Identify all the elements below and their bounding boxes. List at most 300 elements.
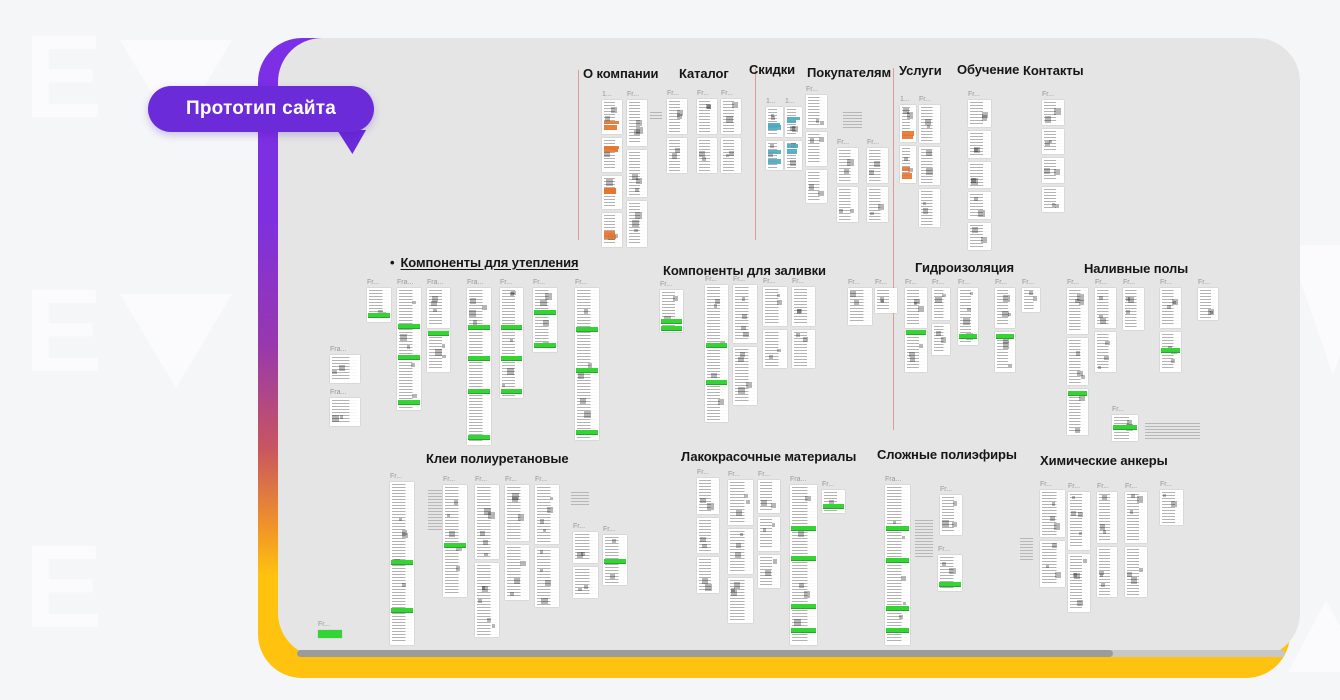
frame-label: Fr...: [1097, 483, 1110, 490]
wireframe-thumbnail[interactable]: [792, 278, 815, 368]
sketch-block: [770, 144, 774, 148]
sketch-block: [584, 585, 588, 589]
sketch-block: [1076, 351, 1080, 355]
sketch-block: [482, 586, 485, 589]
wireframe-thumbnail[interactable]: [758, 471, 780, 588]
sketch-block: [412, 301, 415, 304]
wireframe-thumbnail[interactable]: [571, 492, 589, 506]
wireframe-thumbnail[interactable]: [627, 91, 647, 247]
frame-label: Fr...: [875, 279, 888, 286]
wireframe-thumbnail[interactable]: [1067, 279, 1088, 435]
sketch-block: [1098, 366, 1101, 369]
sketch-text: [942, 497, 960, 533]
sketch-block: [941, 337, 946, 342]
sketch-block: [518, 514, 524, 520]
sketch-block: [702, 544, 707, 549]
wireframe-thumbnail[interactable]: [790, 476, 817, 645]
sketch-block: [927, 125, 930, 128]
sketch-block: [923, 202, 927, 206]
wireframe-thumbnail[interactable]: [500, 279, 523, 398]
sketch-block: [798, 531, 804, 537]
sketch-block: [1055, 204, 1059, 208]
highlight-bar: [996, 334, 1014, 339]
sketch-block: [1126, 310, 1130, 314]
wireframe-page: [697, 518, 719, 554]
wireframe-thumbnail[interactable]: [667, 90, 687, 173]
wireframe-page: [733, 285, 757, 343]
wireframe-thumbnail[interactable]: [1040, 481, 1065, 587]
wireframe-page: [763, 330, 787, 369]
frame-label: Fra...: [790, 476, 807, 483]
wireframe-thumbnail[interactable]: [900, 96, 916, 183]
sketch-block: [1045, 116, 1051, 122]
sketch-block: [818, 191, 824, 197]
highlight-bar: [534, 310, 556, 315]
wireframe-thumbnail[interactable]: [1160, 481, 1183, 525]
frame-label: Fr...: [367, 279, 380, 286]
sketch-block: [1008, 313, 1011, 316]
sketch-block: [743, 332, 748, 337]
sketch-block: [469, 310, 476, 317]
sketch-block: [707, 503, 714, 510]
sketch-block: [952, 522, 957, 527]
group-title-text: Компоненты для заливки: [663, 263, 826, 278]
group-title-pokupatelyam: [807, 65, 891, 80]
wireframe-page: [763, 287, 787, 326]
wireframe-page: [535, 548, 559, 607]
accent-block: [787, 149, 797, 155]
wireframe-thumbnail[interactable]: [318, 621, 342, 638]
sketch-block: [809, 184, 815, 190]
sketch-block: [577, 552, 583, 558]
horizontal-scrollbar[interactable]: [297, 650, 1113, 657]
sketch-block: [502, 384, 505, 387]
wireframe-page: [919, 105, 940, 143]
wireframe-thumbnail[interactable]: [1112, 406, 1138, 441]
frame-label: Fr...: [792, 278, 805, 285]
wireframe-page: [905, 288, 927, 328]
wireframe-page: [397, 288, 421, 410]
sketch-block: [732, 102, 737, 107]
accent-block: [902, 173, 912, 179]
wireframe-page: [1125, 492, 1147, 543]
sketch-block: [794, 619, 800, 625]
wireframe-thumbnail[interactable]: [785, 98, 802, 170]
sketch-text: [843, 112, 862, 129]
wireframe-thumbnail[interactable]: [573, 523, 598, 598]
highlight-bar: [791, 556, 816, 561]
sketch-block: [540, 519, 544, 523]
highlight-bar: [468, 356, 490, 361]
sketch-block: [718, 399, 724, 405]
wireframe-thumbnail[interactable]: [660, 281, 683, 332]
wireframe-thumbnail[interactable]: [721, 90, 741, 173]
wireframe-thumbnail[interactable]: [535, 476, 559, 607]
sketch-block: [1100, 318, 1106, 324]
sketch-block: [978, 210, 985, 217]
wireframe-page: [758, 555, 780, 588]
group-title-text: Химические анкеры: [1040, 453, 1168, 468]
sketch-block: [1099, 315, 1102, 318]
wireframe-thumbnail[interactable]: [915, 520, 933, 558]
wireframe-thumbnail[interactable]: [603, 526, 627, 585]
wireframe-page: [667, 138, 687, 173]
frame-label: Fr...: [806, 86, 819, 93]
sketch-block: [790, 160, 796, 166]
wireframe-page: [1042, 129, 1064, 154]
wireframe-thumbnail[interactable]: [958, 279, 978, 345]
highlight-bar: [444, 543, 466, 548]
wireframe-thumbnail[interactable]: [443, 476, 467, 597]
highlight-bar: [576, 327, 598, 332]
wireframe-page: [575, 288, 599, 440]
wireframe-thumbnail[interactable]: [1198, 279, 1218, 320]
sketch-block: [514, 578, 520, 584]
sketch-block: [540, 300, 546, 306]
sketch-block: [402, 530, 407, 535]
prototype-callout[interactable]: [148, 86, 374, 132]
wireframe-page: [758, 517, 780, 550]
sketch-block: [673, 296, 678, 301]
sketch-block: [632, 220, 639, 227]
group-title-text: Услуги: [899, 63, 942, 78]
highlight-bar: [661, 319, 682, 324]
wireframe-page: [721, 138, 741, 173]
group-title-uslugi: [899, 63, 942, 78]
wireframe-page: [1042, 100, 1064, 125]
highlight-bar: [368, 313, 390, 318]
group-title-skidki: [749, 62, 795, 77]
wireframe-thumbnail[interactable]: [1020, 538, 1033, 560]
sketch-block: [1210, 311, 1213, 314]
wireframe-thumbnail[interactable]: [837, 139, 858, 222]
wireframe-thumbnail[interactable]: [1097, 483, 1117, 597]
wireframe-page: [505, 485, 529, 541]
frame-label: Fr...: [940, 486, 953, 493]
wireframe-thumbnail[interactable]: [843, 112, 862, 129]
sketch-block: [936, 331, 941, 336]
sketch-text: [915, 520, 933, 558]
sketch-text: [507, 547, 527, 599]
frame-label: Fr...: [822, 481, 835, 488]
highlight-bar: [1113, 425, 1137, 430]
highlight-bar: [604, 559, 626, 564]
sketch-block: [1163, 494, 1166, 497]
sketch-block: [699, 151, 705, 157]
sketch-block: [400, 334, 406, 340]
accent-block: [787, 144, 798, 148]
group-title-text: Контакты: [1023, 63, 1084, 78]
highlight-bar: [428, 331, 449, 336]
wireframe-thumbnail[interactable]: [330, 346, 360, 383]
watermark-letter-e: E: [24, 11, 103, 143]
sketch-block: [543, 529, 546, 532]
sketch-block: [635, 212, 642, 219]
group-title-o-kompanii: [583, 66, 658, 81]
accent-block: [604, 188, 616, 194]
sketch-block: [910, 357, 915, 362]
group-title-nalivnye-poly: [1084, 261, 1188, 276]
wireframe-page: [443, 485, 467, 597]
wireframe-page: [995, 288, 1015, 328]
sketch-block: [447, 514, 450, 517]
sketch-block: [705, 584, 712, 591]
wireframe-page: [728, 578, 753, 623]
frame-label: Fra...: [330, 389, 347, 396]
sketch-block: [1127, 572, 1131, 576]
sketch-text: [1097, 334, 1114, 370]
wireframe-page: [822, 490, 845, 513]
frame-label: Fr...: [697, 469, 710, 476]
frame-label: Fr...: [475, 476, 488, 483]
wireframe-thumbnail[interactable]: [728, 471, 753, 623]
sketch-block: [735, 552, 741, 558]
sketch-block: [1052, 502, 1056, 506]
sketch-block: [487, 618, 491, 622]
sketch-block: [1033, 296, 1037, 300]
sketch-block: [1055, 572, 1061, 578]
sketch-block: [742, 297, 746, 301]
wireframe-page: [932, 324, 950, 356]
sketch-block: [971, 178, 977, 184]
wireframe-page: [766, 107, 783, 137]
accent-block: [604, 235, 616, 240]
sketch-block: [918, 306, 924, 312]
accent-block: [902, 167, 910, 171]
wireframe-page: [467, 288, 491, 445]
wireframe-page: [721, 99, 741, 134]
wireframe-thumbnail[interactable]: [763, 278, 787, 368]
sketch-block: [1049, 140, 1052, 143]
sketch-block: [796, 333, 800, 337]
sketch-block: [1081, 375, 1085, 379]
sketch-text: [537, 487, 557, 542]
frame-label: Fr...: [919, 96, 932, 103]
wireframe-thumbnail[interactable]: [467, 279, 491, 445]
sketch-block: [1044, 168, 1050, 174]
wireframe-page: [885, 485, 910, 645]
wireframe-thumbnail[interactable]: [602, 91, 622, 247]
wireframe-thumbnail[interactable]: [919, 96, 940, 227]
wireframe-thumbnail[interactable]: [575, 279, 599, 440]
frame-label: Fr...: [603, 526, 616, 533]
sketch-block: [484, 553, 488, 557]
highlight-bar: [939, 582, 961, 587]
frame-label: Fr...: [500, 279, 513, 286]
sketch-block: [970, 292, 974, 296]
sketch-block: [803, 337, 808, 342]
frame-label: Fr...: [728, 471, 741, 478]
wireframe-page: [697, 478, 719, 514]
group-title-text: О компании: [583, 66, 659, 81]
sketch-block: [974, 147, 980, 153]
sketch-block: [442, 344, 445, 347]
wireframe-page: [968, 223, 991, 250]
wireframe-thumbnail[interactable]: [875, 279, 897, 313]
wireframe-thumbnail[interactable]: [427, 279, 450, 372]
wireframe-thumbnail[interactable]: [505, 476, 529, 600]
sketch-block: [480, 531, 485, 536]
wireframe-thumbnail[interactable]: [330, 389, 360, 426]
wireframe-thumbnail[interactable]: [1068, 483, 1090, 612]
wireframe-thumbnail[interactable]: [367, 279, 391, 322]
sketch-text: [1070, 494, 1088, 548]
group-title-komponenty-dlya-utepleniya: [390, 255, 578, 270]
wireframe-thumbnail[interactable]: [1095, 279, 1116, 372]
wireframe-thumbnail[interactable]: [1042, 91, 1064, 212]
sketch-block: [449, 531, 455, 537]
frame-label: Fr...: [1112, 406, 1125, 413]
group-title-obuchenie: [957, 62, 1019, 77]
frame-label: Fr...: [763, 278, 776, 285]
sketch-block: [707, 105, 711, 109]
wireframe-thumbnail[interactable]: [885, 476, 910, 645]
sketch-block: [914, 299, 920, 305]
sketch-text: [1145, 423, 1200, 441]
wireframe-page: [1040, 541, 1065, 588]
frame-label: Fra...: [330, 346, 347, 353]
sketch-block: [510, 592, 515, 597]
group-title-text: Покупателям: [807, 65, 892, 80]
sketch-block: [510, 339, 513, 342]
sketch-block: [1104, 356, 1108, 360]
wireframe-thumbnail[interactable]: [995, 279, 1015, 372]
sketch-block: [850, 291, 855, 296]
sketch-text: [887, 487, 908, 643]
sketch-block: [1102, 495, 1107, 500]
sketch-block: [540, 550, 544, 554]
sketch-block: [1137, 496, 1144, 503]
wireframe-thumbnail[interactable]: [475, 476, 499, 637]
sketch-block: [1101, 583, 1105, 587]
wireframe-thumbnail[interactable]: [650, 112, 662, 120]
frame-label: Fr...: [837, 139, 850, 146]
sketch-block: [923, 208, 929, 214]
frame-label: Fr...: [1160, 279, 1173, 286]
sketch-block: [411, 363, 415, 367]
wireframe-thumbnail[interactable]: [1123, 279, 1144, 330]
frame-label: Fr...: [660, 281, 673, 288]
wireframe-thumbnail[interactable]: [932, 279, 950, 355]
sketch-block: [606, 179, 613, 186]
group-title-text: Клеи полиуретановые: [426, 451, 569, 466]
wireframe-thumbnail[interactable]: [697, 469, 719, 593]
sketch-block: [1050, 516, 1055, 521]
sketch-block: [1052, 543, 1057, 548]
accent-block: [768, 159, 781, 164]
sketch-block: [470, 298, 476, 304]
wireframe-thumbnail[interactable]: [848, 279, 872, 325]
wireframe-thumbnail[interactable]: [968, 91, 991, 250]
sketch-block: [1003, 342, 1009, 348]
wireframe-page: [697, 138, 717, 173]
highlight-bar: [791, 526, 816, 531]
group-title-gidroizolyaciya: [915, 260, 1014, 275]
sketch-block: [433, 309, 437, 313]
highlight-bar: [468, 325, 490, 330]
sketch-block: [584, 411, 591, 418]
wireframe-thumbnail[interactable]: [697, 90, 717, 173]
wireframe-page: [602, 100, 622, 134]
wireframe-page: [932, 288, 950, 320]
sketch-block: [1079, 532, 1082, 535]
sketch-block: [700, 537, 706, 543]
sketch-block: [881, 300, 884, 303]
highlight-bar: [534, 343, 556, 348]
wireframe-thumbnail[interactable]: [733, 276, 757, 405]
wireframe-thumbnail[interactable]: [1145, 423, 1200, 441]
sketch-text: [794, 289, 813, 324]
sketch-block: [792, 126, 798, 132]
wireframe-page: [1068, 554, 1090, 612]
sketch-block: [819, 137, 824, 142]
wireframe-thumbnail[interactable]: [390, 473, 414, 645]
sketch-block: [740, 533, 743, 536]
accent-block: [902, 135, 913, 139]
highlight-bar: [823, 504, 844, 509]
wireframe-thumbnail[interactable]: [806, 86, 827, 203]
wireframe-page: [1068, 492, 1090, 550]
sketch-block: [541, 598, 548, 605]
highlight-bar: [791, 628, 816, 633]
highlight-bar: [468, 389, 490, 394]
wireframe-thumbnail[interactable]: [822, 481, 845, 513]
sketch-block: [926, 168, 933, 175]
wireframe-thumbnail[interactable]: [705, 276, 728, 422]
wireframe-thumbnail[interactable]: [766, 98, 783, 170]
wireframe-thumbnail[interactable]: [867, 139, 888, 222]
frame-label: Fr...: [535, 476, 548, 483]
highlight-bar: [391, 560, 413, 565]
wireframe-thumbnail[interactable]: [938, 546, 962, 591]
sketch-block: [771, 116, 775, 120]
wireframe-page: [733, 347, 757, 405]
wireframe-thumbnail[interactable]: [428, 490, 442, 530]
sketch-text: [760, 519, 778, 548]
frame-label: Fr...: [318, 621, 331, 628]
section-divider-line: [578, 70, 579, 240]
highlight-bar: [791, 604, 816, 609]
wireframe-page: [900, 105, 916, 142]
wireframe-thumbnail[interactable]: [397, 279, 421, 410]
sketch-block: [810, 138, 815, 143]
sketch-block: [407, 345, 411, 349]
highlight-bar: [468, 435, 490, 440]
frame-label: Fr...: [758, 471, 771, 478]
sketch-block: [844, 169, 849, 174]
wireframe-thumbnail[interactable]: [1125, 483, 1147, 597]
sketch-block: [1077, 294, 1084, 301]
sketch-block: [1072, 496, 1075, 499]
wireframe-thumbnail[interactable]: [1022, 279, 1040, 312]
wireframe-thumbnail[interactable]: [533, 279, 557, 352]
sketch-block: [332, 415, 339, 422]
sketch-text: [428, 490, 442, 530]
wireframe-thumbnail[interactable]: [1160, 279, 1181, 372]
sketch-block: [399, 518, 402, 521]
accent-block: [787, 120, 796, 123]
highlight-bar: [501, 356, 522, 361]
wireframe-page: [427, 332, 450, 372]
wireframe-thumbnail[interactable]: [905, 279, 927, 372]
sketch-block: [1130, 510, 1133, 513]
wireframe-page: [330, 355, 360, 383]
wireframe-page: [790, 485, 817, 645]
sketch-block: [854, 300, 859, 305]
wireframe-thumbnail[interactable]: [940, 486, 962, 535]
sketch-block: [904, 157, 908, 161]
sketch-block: [874, 161, 880, 167]
